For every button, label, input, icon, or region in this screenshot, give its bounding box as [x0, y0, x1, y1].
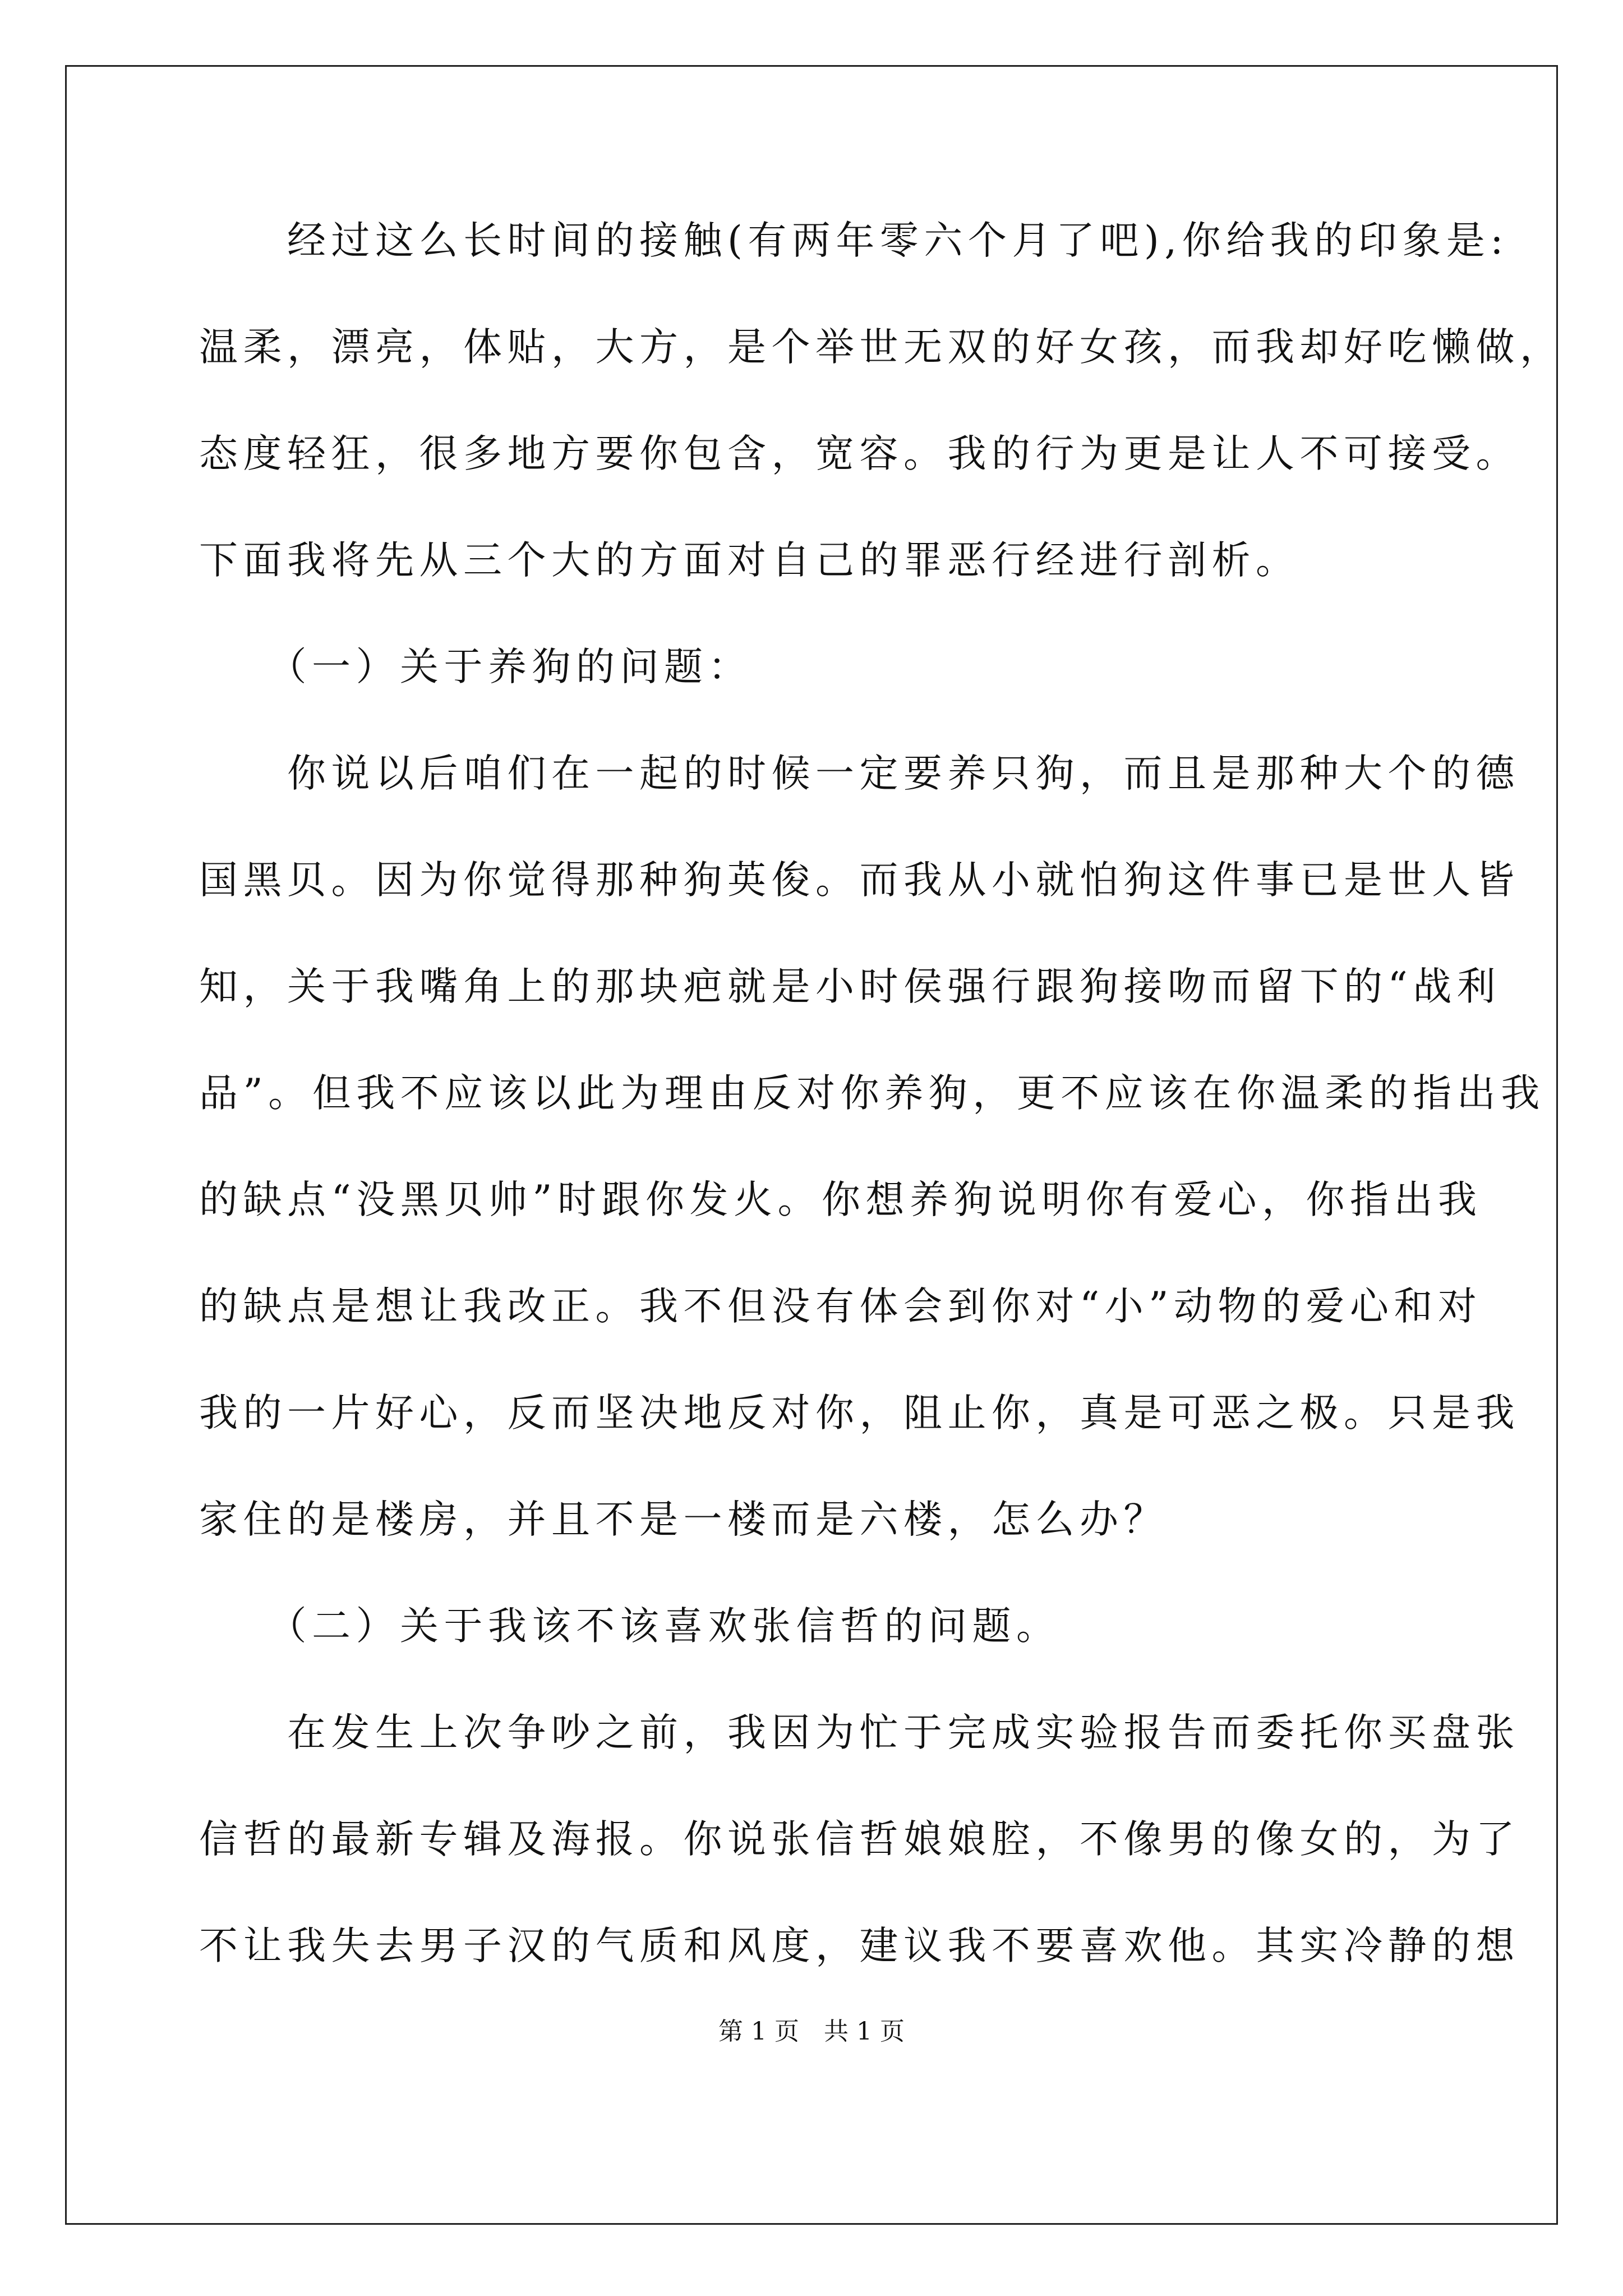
text-line: 品”。但我不应该以此为理由反对你养狗，更不应该在你温柔的指出我: [199, 1071, 1545, 1116]
text-line: 温柔，漂亮，体贴，大方，是个举世无双的好女孩，而我却好吃懒做，: [199, 325, 1564, 370]
text-line: 态度轻狂，很多地方要你包含，宽容。我的行为更是让人不可接受。: [199, 431, 1520, 476]
section-heading: （二）关于我该不该喜欢张信哲的问题。: [199, 1604, 1061, 1649]
text-line: 我的一片好心，反而坚决地反对你，阻止你，真是可恶之极。只是我: [199, 1391, 1520, 1435]
text-line: 家住的是楼房，并且不是一楼而是六楼，怎么办？: [199, 1497, 1168, 1542]
text-line: 不让我失去男子汉的气质和风度，建议我不要喜欢他。其实冷静的想: [199, 1924, 1520, 1968]
page-number-footer: 第 1 页 共 1 页: [718, 2017, 905, 2046]
text-line: 国黑贝。因为你觉得那种狗英俊。而我从小就怕狗这件事已是世人皆: [199, 858, 1520, 903]
text-line: 下面我将先从三个大的方面对自己的罪恶行经进行剖析。: [199, 538, 1300, 583]
text-line: 在发生上次争吵之前，我因为忙于完成实验报告而委托你买盘张: [199, 1710, 1520, 1755]
text-line: 信哲的最新专辑及海报。你说张信哲娘娘腔，不像男的像女的，为了: [199, 1817, 1520, 1862]
document-body: [199, 218, 1564, 2033]
text-line: 经过这么长时间的接触(有两年零六个月了吧),你给我的印象是:: [199, 218, 1509, 263]
text-line: 你说以后咱们在一起的时候一定要养只狗，而且是那种大个的德: [199, 751, 1520, 796]
section-heading: （一）关于养狗的问题：: [199, 645, 752, 689]
text-line: 知，关于我嘴角上的那块疤就是小时侯强行跟狗接吻而留下的“战利: [199, 964, 1501, 1009]
text-line: 的缺点“没黑贝帅”时跟你发火。你想养狗说明你有爱心，你指出我: [199, 1177, 1482, 1222]
text-line: 的缺点是想让我改正。我不但没有体会到你对“小”动物的爱心和对: [199, 1284, 1482, 1329]
